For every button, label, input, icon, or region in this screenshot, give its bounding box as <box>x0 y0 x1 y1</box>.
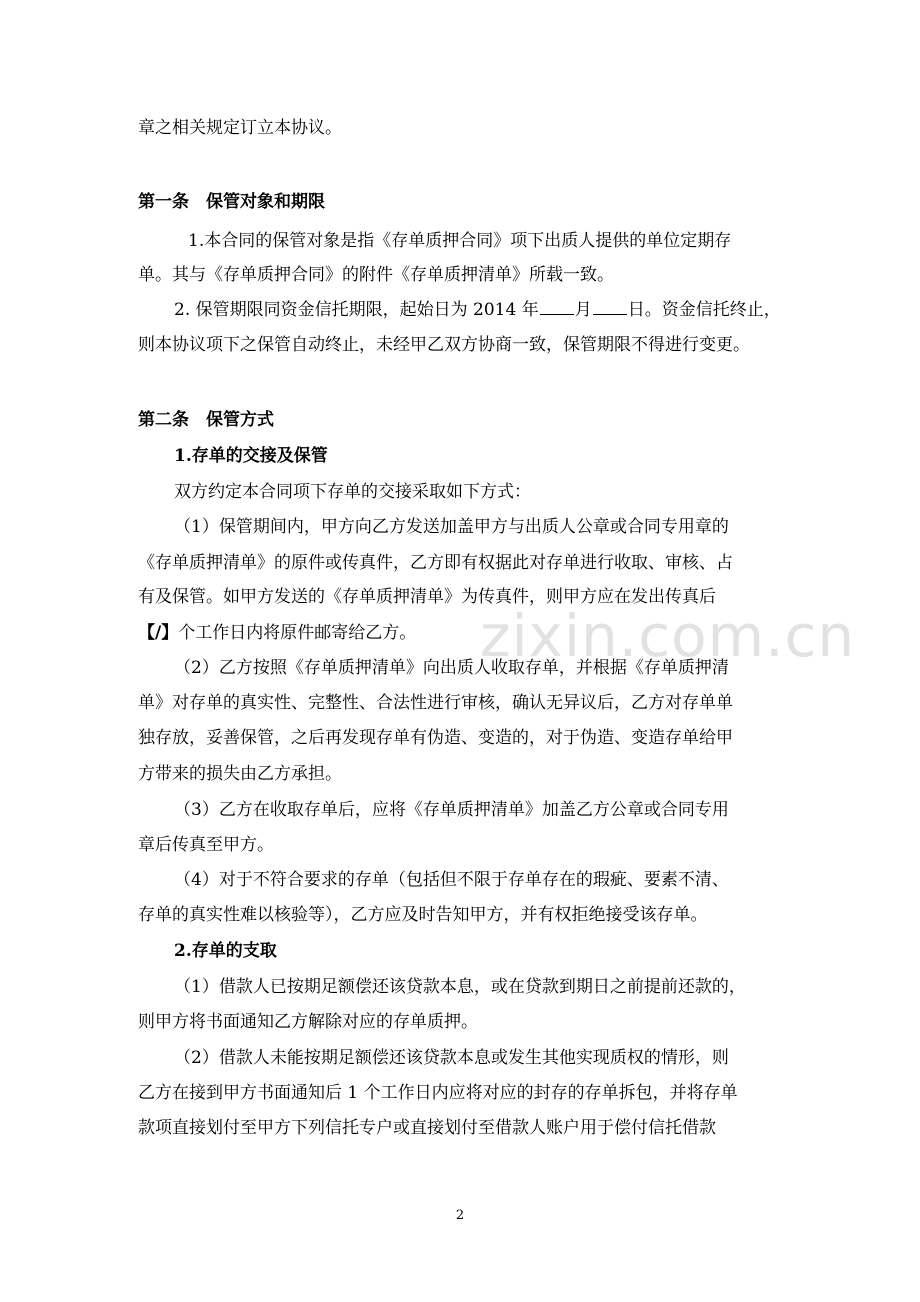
article-1-para-1-line-2: 单。其与《存单质押合同》的附件《存单质押清单》所载一致。 <box>138 265 614 285</box>
article-1-para-2-line-2: 则本协议项下之保管自动终止，未经甲乙双方协商一致，保管期限不得进行变更。 <box>138 335 750 355</box>
item-4-line-2: 存单的真实性难以核验等），乙方应及时告知甲方，并有权拒绝接受该存单。 <box>138 905 708 925</box>
item-1-line-2: 《存单质押清单》的原件或传真件，乙方即有权据此对存单进行收取、审核、占 <box>138 553 733 573</box>
item-2-line-2: 单》对存单的真实性、完整性、合法性进行审核，确认无异议后，乙方对存单单 <box>138 693 733 713</box>
item-1-line-3: 有及保管。如甲方发送的《存单质押清单》为传真件，则甲方应在发出传真后 <box>138 587 716 607</box>
item-2-line-1: （2）乙方按照《存单质押清单》向出质人收取存单，并根据《存单质押清 <box>174 658 729 678</box>
item-1-line-4-text: 个工作日内将原件邮寄给乙方。 <box>178 623 417 643</box>
term-start-text: 2. 保管期限同资金信托期限，起始日为 2014 年 <box>174 300 539 320</box>
item-1-line-1: （1）保管期间内，甲方向乙方发送加盖甲方与出质人公章或合同专用章的 <box>174 517 729 537</box>
month-label: 月 <box>574 300 592 320</box>
item-3-line-1: （3）乙方在收取存单后，应将《存单质押清单》加盖乙方公章或合同专用 <box>174 800 729 820</box>
section-1-heading: 1.存单的交接及保管 <box>174 446 328 466</box>
article-1-heading: 第一条 保管对象和期限 <box>138 192 325 212</box>
page-number: 2 <box>455 1208 465 1223</box>
withdraw-1-line-1: （1）借款人已按期足额偿还该贷款本息，或在贷款到期日之前提前还款的， <box>174 977 746 997</box>
item-4-line-1: （4）对于不符合要求的存单（包括但不限于存单存在的瑕疵、要素不清、 <box>174 870 729 890</box>
term-end-text: 日。资金信托终止， <box>627 300 781 320</box>
withdraw-2-line-2: 乙方在接到甲方书面通知后 1 个工作日内应将对应的封存的存单拆包，并将存单 <box>138 1083 738 1103</box>
item-2-line-3: 独存放，妥善保管，之后再发现存单有伪造、变造的，对于伪造、变造存单给甲 <box>138 728 733 748</box>
withdraw-2-line-3: 款项直接划付至甲方下列信托专户或直接划付至借款人账户用于偿付信托借款 <box>138 1118 716 1138</box>
article-1-para-2-line-1 <box>174 298 798 322</box>
intro-tail: 章之相关规定订立本协议。 <box>138 118 342 138</box>
article-1-para-1-line-1: 1.本合同的保管对象是指《存单质押合同》项下出质人提供的单位定期存 <box>188 231 732 251</box>
item-2-line-4: 方带来的损失由乙方承担。 <box>138 764 342 784</box>
bracket-placeholder: 【/】 <box>138 623 179 643</box>
section-2-heading: 2.存单的支取 <box>174 941 277 961</box>
item-3-line-2: 章后传真至甲方。 <box>138 835 274 855</box>
watermark: zixin.com.cn <box>480 602 856 670</box>
section-1-intro: 双方约定本合同项下存单的交接采取如下方式： <box>174 482 531 502</box>
day-blank <box>593 298 627 315</box>
article-2-heading: 第二条 保管方式 <box>138 410 274 430</box>
withdraw-1-line-2: 则甲方将书面通知乙方解除对应的存单质押。 <box>138 1012 478 1032</box>
month-blank <box>540 298 574 315</box>
withdraw-2-line-1: （2）借款人未能按期足额偿还该贷款本息或发生其他实现质权的情形，则 <box>174 1048 729 1068</box>
